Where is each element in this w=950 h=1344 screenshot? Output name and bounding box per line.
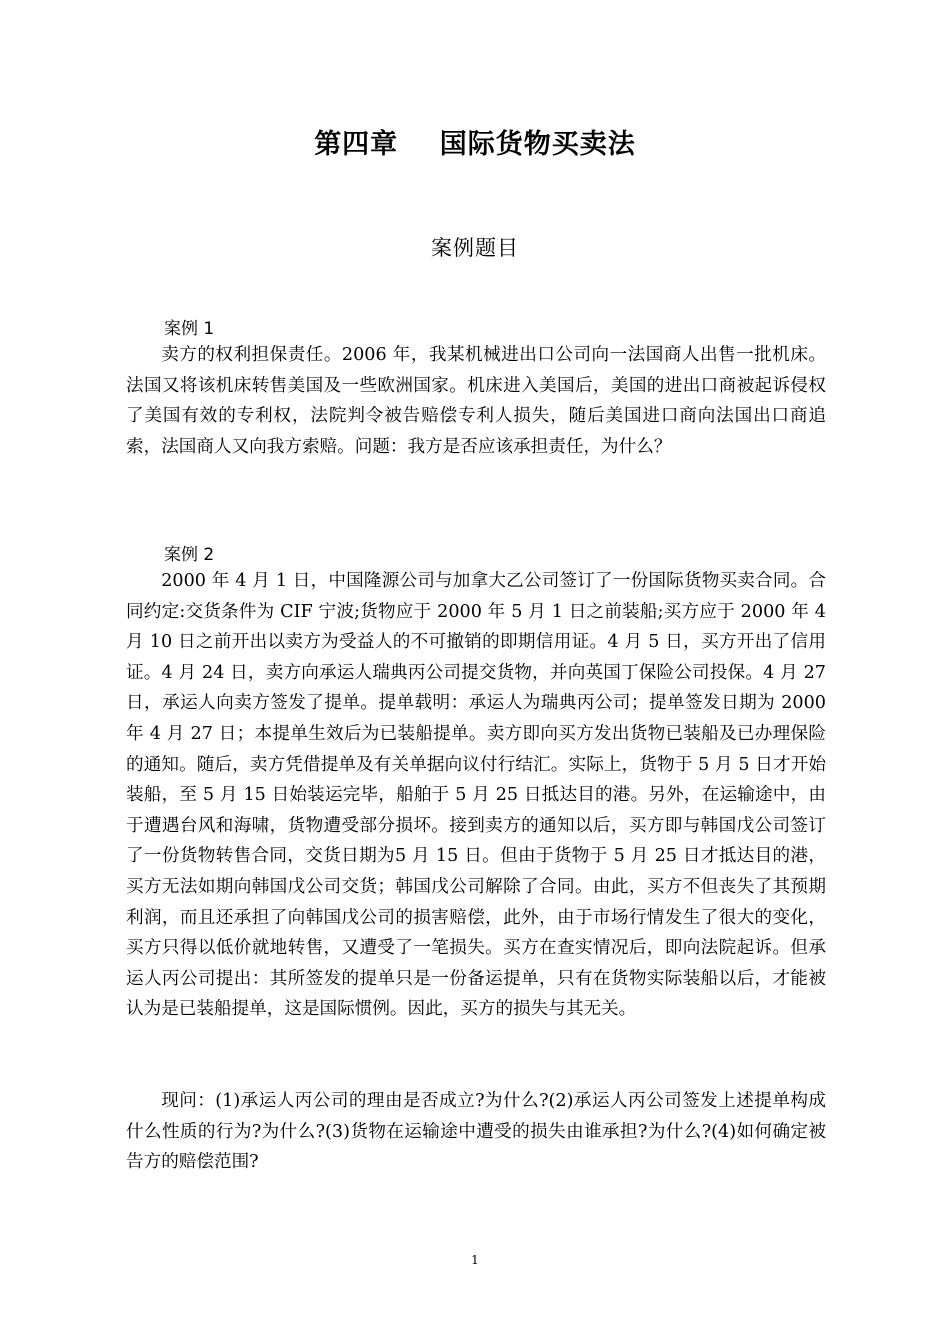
case-2-question: 现问：(1)承运人丙公司的理由是否成立?为什么?(2)承运人丙公司签发上述提单构成什么性质的行为?为什么?(3)货物在运输途中遭受的损失由谁承担?为什么?(4)如何确定被告方的赔偿范围? bbox=[126, 1091, 826, 1173]
chapter-title: 第四章 国际货物买卖法 bbox=[314, 129, 636, 160]
case-2-heading: 案例 2 bbox=[164, 545, 215, 565]
section-title: 案例题目 bbox=[431, 236, 519, 260]
case-2-paragraph: 2000 年 4 月 1 日，中国隆源公司与加拿大乙公司签订了一份国际货物买卖合同。合同约定:交货条件为 CIF 宁波;货物应于 2000 年 5 月 1 日之前装船;买方应于 2000 年 4 月 10 日之前开出以卖方为受益人的不可撤销的即期信用证。4 月 5 日，买方开出了信用证。4 月 24 日，卖方向承运人瑞典丙公司提交货物，并向英国丁保险公司投保。4 月 27 日，承运人向卖方签发了提单。提单载明：承运人为瑞典丙公司；提单签发日期为 2000 年 4 月 27 日；本提单生效后为已装船提单。卖方即向买方发出货物已装船及已办理保险的通知。随后，卖方凭借提单及有关单据向议付行结汇。实际上，货物于 5 月 5 日才开始装船，至 5 月 15 日始装运完毕，船舶于 5 月 25 日抵达目的港。另外，在运输途中，由于遭遇台风和海啸，货物遭受部分损坏。接到卖方的通知以后，买方即与韩国戊公司签订了一份货物转售合同，交货日期为5 月 15 日。但由于货物于 5 月 25 日才抵达目的港，买方无法如期向韩国戊公司交货；韩国戊公司解除了合同。由此，买方不但丧失了其预期利润，而且还承担了向韩国戊公司的损害赔偿，此外，由于市场行情发生了很大的变化，买方只得以低价就地转售，又遭受了一笔损失。买方在查实情况后，即向法院起诉。但承运人丙公司提出：其所签发的提单只是一份备运提单，只有在货物实际装船以后，才能被认为是已装船提单，这是国际惯例。因此，买方的损失与其无关。 bbox=[126, 571, 826, 1020]
page-number: 1 bbox=[471, 1253, 479, 1267]
case-1-paragraph: 卖方的权利担保责任。2006 年，我某机械进出口公司向一法国商人出售一批机床。法国又将该机床转售美国及一些欧洲国家。机床进入美国后，美国的进出口商被起诉侵权了美国有效的专利权，法院判令被告赔偿专利人损失，随后美国进口商向法国出口商追索，法国商人又向我方索赔。问题：我方是否应该承担责任，为什么？ bbox=[126, 345, 826, 457]
case-1-heading: 案例 1 bbox=[164, 319, 215, 339]
